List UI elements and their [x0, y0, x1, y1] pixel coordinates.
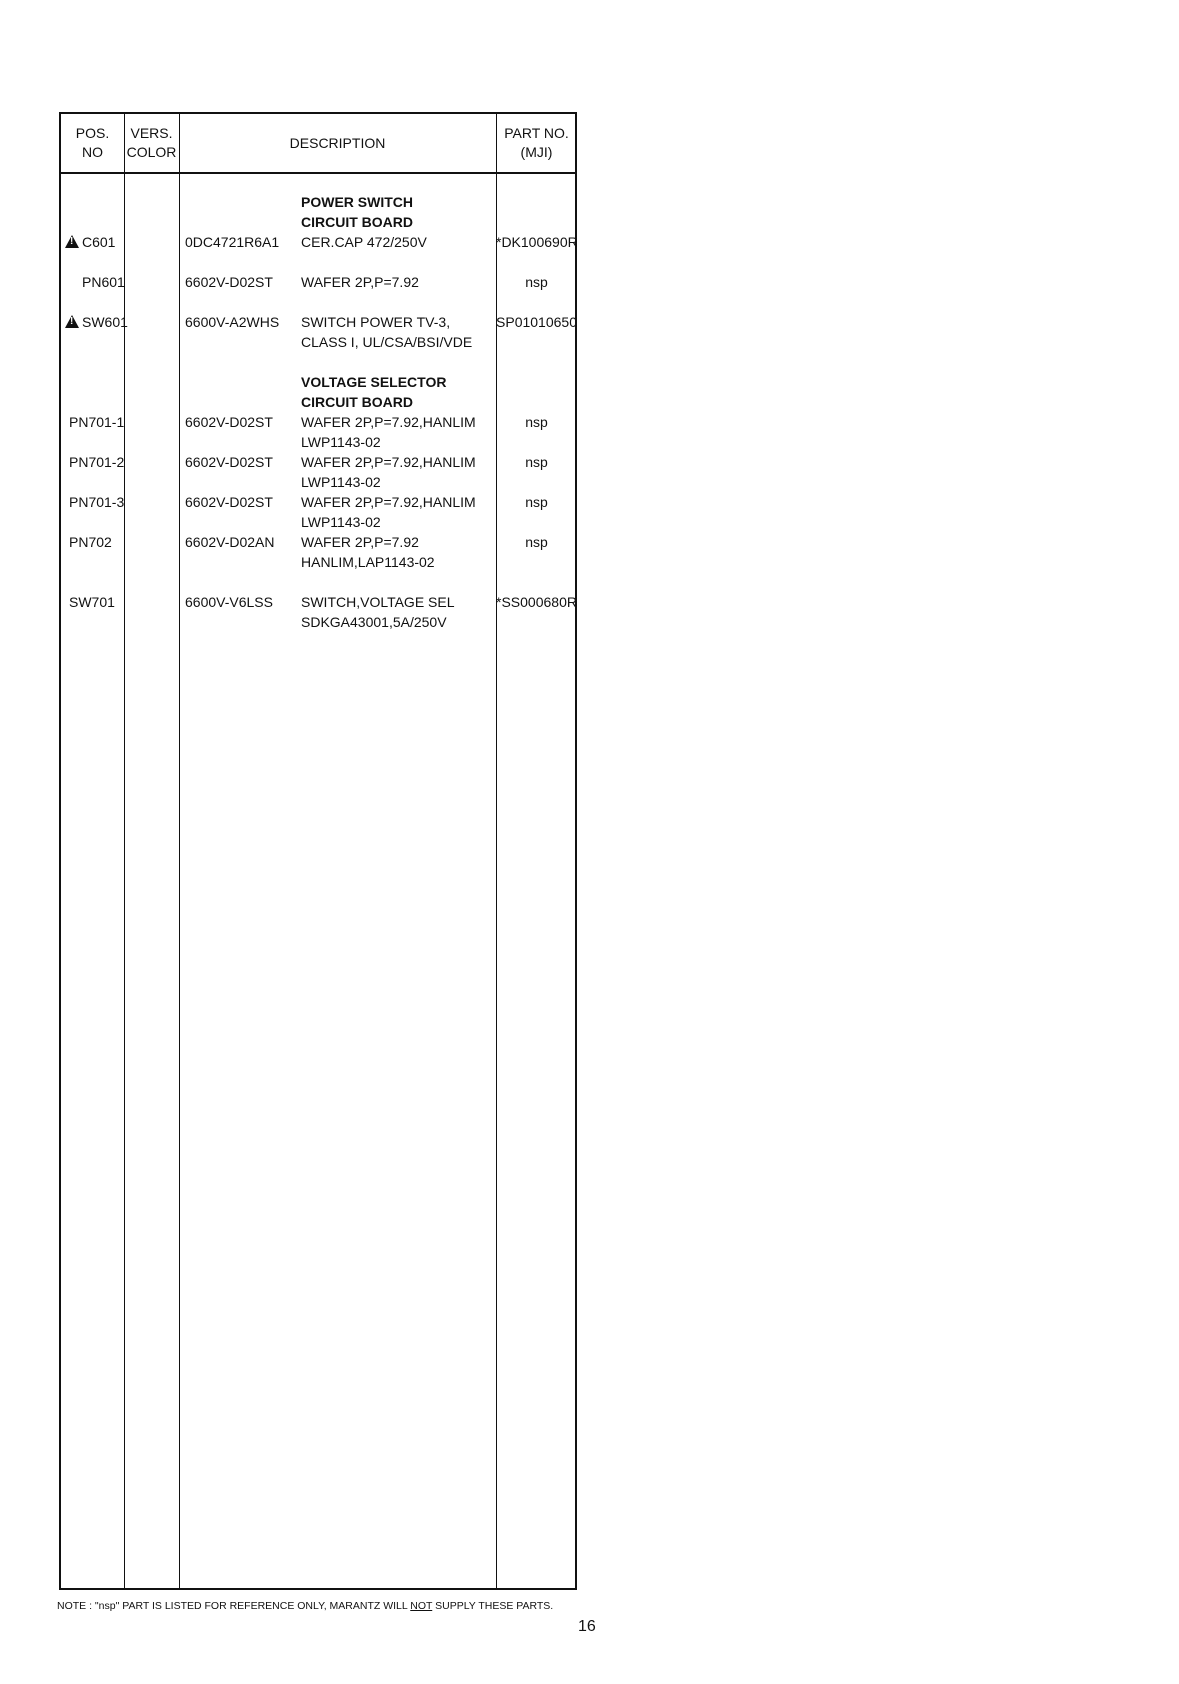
table-row-part: SP01010650: [496, 314, 577, 330]
header-description: DESCRIPTION: [289, 134, 386, 151]
header-part-no: PART NO. (MJI): [504, 125, 569, 160]
table-row-code: 6602V-D02ST: [185, 454, 273, 470]
column-divider: [179, 114, 180, 1588]
table-row-part: nsp: [525, 274, 548, 290]
table-row-desc: CER.CAP 472/250V: [301, 234, 427, 250]
parts-list-table: [59, 112, 577, 1590]
section-heading: CIRCUIT BOARD: [301, 214, 413, 230]
table-row-code: 6600V-V6LSS: [185, 594, 273, 610]
table-row-desc: CLASS I, UL/CSA/BSI/VDE: [301, 334, 473, 350]
table-row-pos: PN601: [82, 274, 125, 290]
header-pos-no: POS. NO: [75, 125, 110, 160]
footer-note: NOTE : "nsp" PART IS LISTED FOR REFERENCE ONLY, MARANTZ WILL NOT SUPPLY THESE PARTS.: [57, 1600, 554, 1612]
table-row-desc: LWP1143-02: [301, 514, 381, 530]
table-row-desc: WAFER 2P,P=7.92,HANLIM: [301, 414, 476, 430]
table-row-desc: WAFER 2P,P=7.92,HANLIM: [301, 454, 476, 470]
column-divider: [124, 114, 125, 1588]
table-row-pos: PN701-3: [69, 494, 125, 510]
table-row-desc: SWITCH,VOLTAGE SEL: [301, 594, 455, 610]
table-row-part: *DK100690R: [496, 234, 578, 250]
section-heading: CIRCUIT BOARD: [301, 394, 413, 410]
table-row-code: 6602V-D02ST: [185, 494, 273, 510]
table-row-desc: WAFER 2P,P=7.92: [301, 274, 419, 290]
section-heading: VOLTAGE SELECTOR: [301, 374, 447, 390]
table-row-desc: WAFER 2P,P=7.92: [301, 534, 419, 550]
table-row-desc: SWITCH POWER TV-3,: [301, 314, 451, 330]
table-row-part: nsp: [525, 454, 548, 470]
table-row-part: nsp: [525, 534, 548, 550]
column-divider: [496, 114, 497, 1588]
warning-icon: [65, 315, 79, 328]
page-number: 16: [578, 1618, 596, 1635]
table-row-pos: PN701-2: [69, 454, 125, 470]
header-vers-color: VERS. COLOR: [126, 125, 177, 160]
table-row-desc: HANLIM,LAP1143-02: [301, 554, 435, 570]
table-row-desc: SDKGA43001,5A/250V: [301, 614, 447, 630]
header-divider: [61, 172, 575, 174]
table-row-code: 0DC4721R6A1: [185, 234, 280, 250]
table-row-desc: LWP1143-02: [301, 474, 381, 490]
table-row-code: 6602V-D02ST: [185, 274, 273, 290]
table-row-code: 6602V-D02AN: [185, 534, 275, 550]
table-row-part: nsp: [525, 414, 548, 430]
section-heading: POWER SWITCH: [301, 194, 413, 210]
table-row-code: 6600V-A2WHS: [185, 314, 280, 330]
table-row-pos: PN701-1: [69, 414, 125, 430]
table-row-pos: SW701: [69, 594, 115, 610]
table-row-pos: PN702: [69, 534, 112, 550]
table-row-desc: LWP1143-02: [301, 434, 381, 450]
table-row-part: nsp: [525, 494, 548, 510]
table-row-code: 6602V-D02ST: [185, 414, 273, 430]
table-row-pos: !SW601: [65, 312, 128, 332]
table-row-part: *SS000680R: [496, 594, 577, 610]
warning-icon: [65, 235, 79, 248]
table-row-pos: !C601: [65, 232, 115, 252]
table-row-desc: WAFER 2P,P=7.92,HANLIM: [301, 494, 476, 510]
